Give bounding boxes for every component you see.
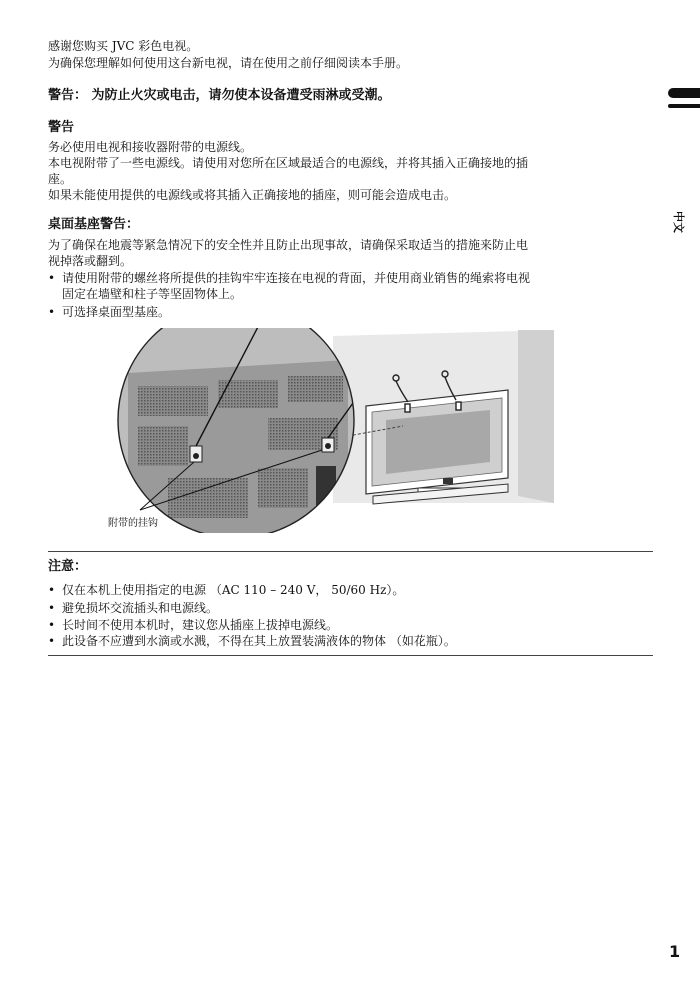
stand-bullet-1: [48, 270, 653, 302]
bullet-dot: •: [48, 601, 56, 615]
main-warning: 警告： 为防止火灾或电击，请勿使本设备遭受雨淋或受潮。: [48, 88, 391, 103]
stand-bullet-2: [48, 304, 653, 320]
caution-item: [48, 600, 653, 616]
section-tab-marker: [668, 88, 700, 98]
intro-line-1: 感谢您购买 JVC 彩色电视。: [48, 39, 199, 53]
caution-item: [48, 617, 653, 633]
hook-label: 附带的挂钩: [108, 518, 158, 529]
caution-item: [48, 582, 653, 598]
stand-bullet-1-line-2: 固定在墙壁和柱子等坚固物体上。: [62, 287, 243, 301]
page-number: 1: [669, 942, 681, 961]
warning-line-4: 如果未能使用提供的电源线或将其插入正确接地的插座，则可能会造成电击。: [48, 188, 457, 202]
caution-item-3: 长时间不使用本机时，建议您从插座上拔掉电源线。: [62, 618, 339, 632]
caution-item-1: 仅在本机上使用指定的电源 （AC 110 – 240 V， 50/60 Hz）。: [62, 583, 405, 597]
warning-line-1: 务必使用电视和接收器附带的电源线。: [48, 140, 253, 154]
warning-line-2: 本电视附带了一些电源线。请使用对您所在区域最适合的电源线，并将其插入正确接地的插: [48, 156, 529, 170]
intro-line-2: 为确保您理解如何使用这台新电视，请在使用之前仔细阅读本手册。: [48, 56, 409, 70]
language-tab-label: 中文: [672, 211, 685, 233]
bullet-dot: •: [48, 634, 56, 648]
stand-bullet-1-line-1: 请使用附带的螺丝将所提供的挂钩牢牢连接在电视的背面，并使用商业销售的绳索将电视: [62, 271, 531, 285]
stand-para-line-2: 视掉落或翻到。: [48, 254, 133, 268]
bullet-dot: •: [48, 583, 56, 597]
caution-top-rule: [48, 551, 653, 552]
section-tab-marker-thin: [668, 104, 700, 108]
wall-mount-illustration: [108, 328, 558, 533]
stand-bullet-2-line-1: 可选择桌面型基座。: [62, 305, 171, 319]
bullet-dot: •: [48, 618, 56, 632]
caution-bottom-rule: [48, 655, 653, 656]
bullet-dot: •: [48, 305, 56, 319]
stand-heading: 桌面基座警告：: [48, 217, 140, 232]
caution-heading: 注意：: [48, 559, 88, 574]
tv-back-closeup: [108, 328, 368, 533]
caution-item: [48, 633, 653, 649]
bullet-dot: •: [48, 271, 56, 285]
warning-heading: 警告: [48, 120, 75, 135]
stand-para-line-1: 为了确保在地震等紧急情况下的安全性并且防止出现事故，请确保采取适当的措施来防止电: [48, 238, 529, 252]
warning-line-3: 座。: [48, 172, 73, 186]
caution-item-4: 此设备不应遭到水滴或水溅，不得在其上放置装满液体的物体 （如花瓶）。: [62, 634, 456, 648]
caution-item-2: 避免损坏交流插头和电源线。: [62, 601, 219, 615]
